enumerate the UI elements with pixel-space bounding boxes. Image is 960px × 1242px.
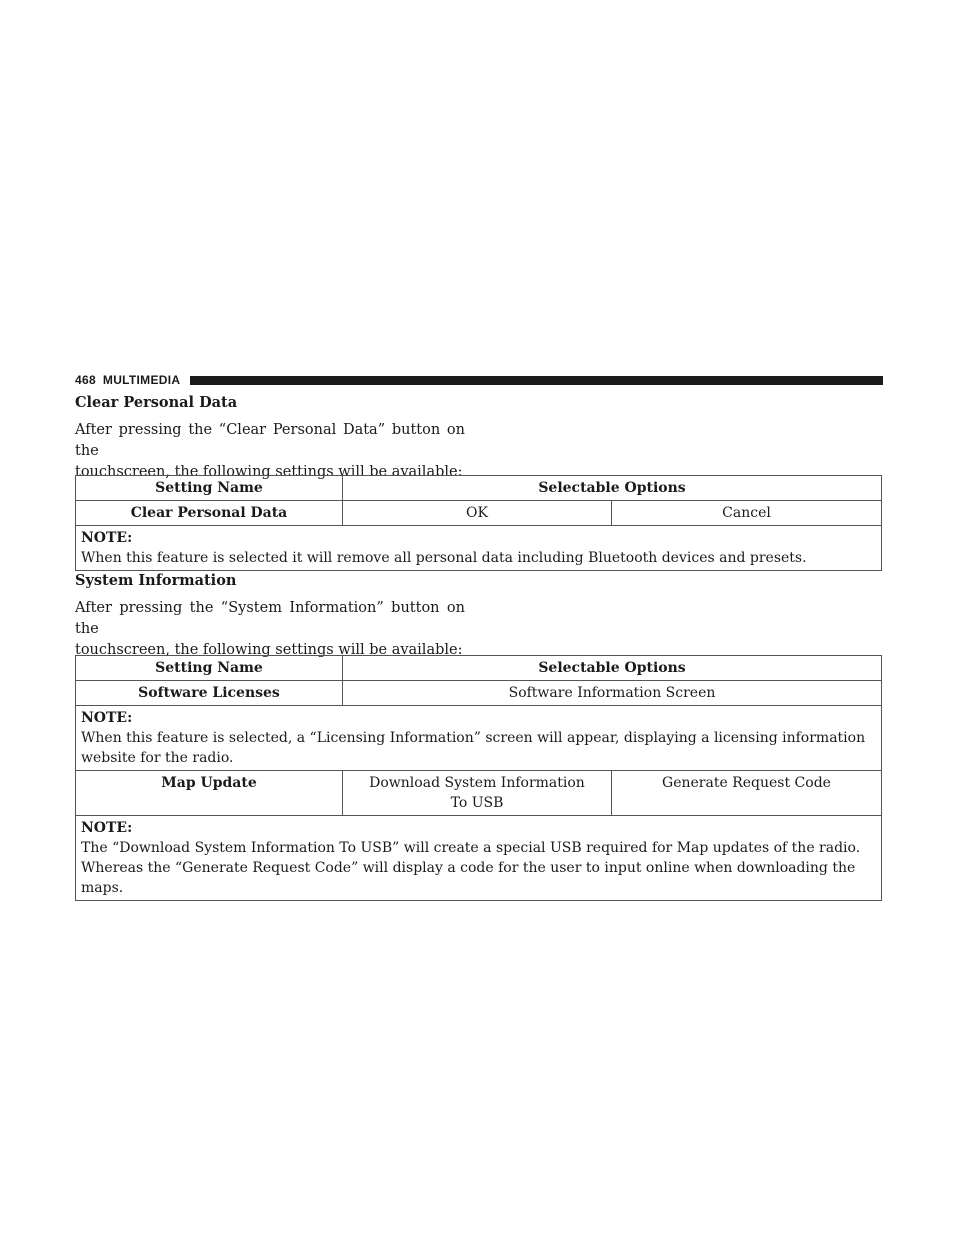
clear-personal-data-table xyxy=(75,475,882,571)
note-label: NOTE: xyxy=(81,710,133,726)
column-header-setting-name: Setting Name xyxy=(76,476,343,501)
page-header xyxy=(75,371,883,389)
system-information-intro xyxy=(75,598,465,661)
table-row xyxy=(76,771,882,816)
option-cell: Generate Request Code xyxy=(612,771,882,816)
intro-line: After pressing the “System Information” button on the xyxy=(75,600,465,637)
option-cell: Cancel xyxy=(612,501,882,526)
table-header-row xyxy=(76,656,882,681)
header-rule xyxy=(190,376,883,385)
intro-line: touchscreen, the following settings will be available: xyxy=(75,464,463,480)
note-row xyxy=(76,816,882,901)
note-row xyxy=(76,706,882,771)
column-header-selectable-options: Selectable Options xyxy=(343,476,882,501)
note-cell xyxy=(76,526,882,571)
option-cell: Download System Information To USB xyxy=(343,771,612,816)
note-cell xyxy=(76,816,882,901)
option-cell: Software Information Screen xyxy=(343,681,882,706)
page-number: 468 xyxy=(75,373,96,387)
system-information-heading: System Information xyxy=(75,572,237,589)
note-label: NOTE: xyxy=(81,530,133,546)
intro-line: touchscreen, the following settings will be available: xyxy=(75,642,463,658)
column-header-setting-name: Setting Name xyxy=(76,656,343,681)
setting-name-cell: Clear Personal Data xyxy=(76,501,343,526)
option-cell: OK xyxy=(343,501,612,526)
note-label: NOTE: xyxy=(81,820,133,836)
note-row xyxy=(76,526,882,571)
clear-personal-data-intro xyxy=(75,420,465,483)
column-header-selectable-options: Selectable Options xyxy=(343,656,882,681)
clear-personal-data-heading: Clear Personal Data xyxy=(75,394,238,411)
note-cell xyxy=(76,706,882,771)
intro-line: After pressing the “Clear Personal Data” button on the xyxy=(75,422,465,459)
system-information-table xyxy=(75,655,882,901)
note-text: When this feature is selected it will remove all personal data including Bluetooth devices and presets. xyxy=(81,550,807,566)
table-row xyxy=(76,681,882,706)
section-title: MULTIMEDIA xyxy=(102,373,181,387)
note-text: The “Download System Information To USB” will create a special USB required for Map updates of the radio. xyxy=(81,840,861,856)
setting-name-cell: Map Update xyxy=(76,771,343,816)
table-row xyxy=(76,501,882,526)
note-text: When this feature is selected, a “Licensing Information” screen will appear, displaying a licensing information website for the radio. xyxy=(81,730,866,766)
setting-name-cell: Software Licenses xyxy=(76,681,343,706)
note-text: Whereas the “Generate Request Code” will display a code for the user to input online when downloading the maps. xyxy=(81,860,856,896)
table-header-row xyxy=(76,476,882,501)
